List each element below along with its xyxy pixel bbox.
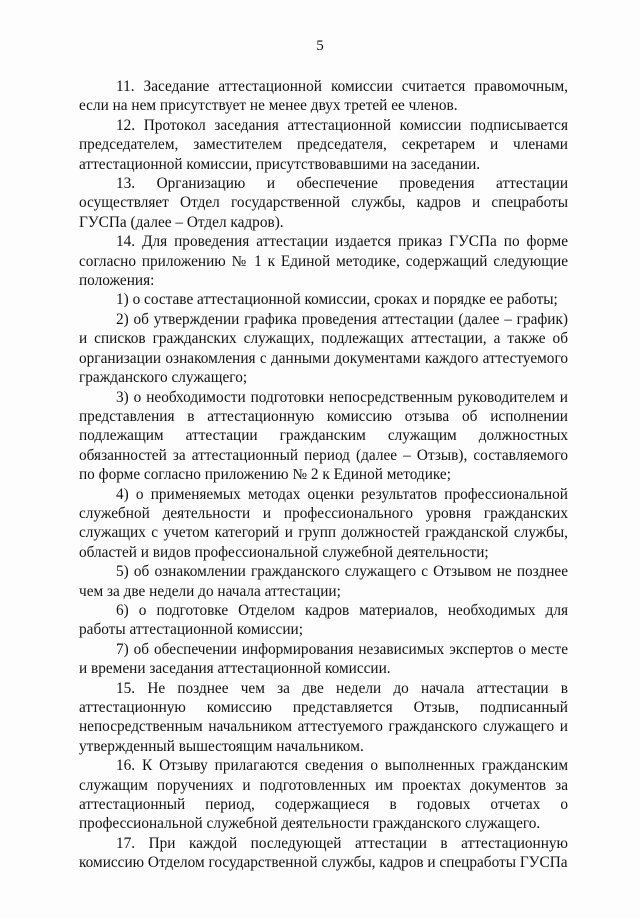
list-item-6: 6) о подготовке Отделом кадров материалов, необходимых для работы аттестационной комиссии;	[79, 601, 568, 639]
paragraph-13: 13. Организацию и обеспечение проведения аттестации осуществляет Отдел государственной службы, кадров и спецработы ГУСПа (далее – Отдел кадров).	[79, 175, 568, 231]
list-item-5: 5) об ознакомлении гражданского служащего с Отзывом не позднее чем за две недели до начала аттестации;	[79, 563, 568, 600]
paragraph-14: 14. Для проведения аттестации издается приказ ГУСПа по форме согласно приложению № 1 к Единой методике, содержащий следующие положения:	[79, 233, 568, 290]
paragraph-11: 11. Заседание аттестационной комиссии считается правомочным, если на нем присутствует не менее двух третей ее членов.	[79, 78, 568, 115]
list-item-3: 3) о необходимости подготовки непосредственным руководителем и представления в аттестационную комиссию отзыва об исполнении подлежащим аттестации гражданским служащим должностных обязанностей за аттестационный период (далее – Отзыв), составляемого по форме согласно приложению № 2 к Единой методике;	[79, 388, 568, 484]
document-body	[79, 77, 568, 873]
list-item-2: 2) об утверждении графика проведения аттестации (далее – график) и списков гражданских служащих, подлежащих аттестации, а также об организации ознакомления с данными документами каждого аттестуемого гражданского служащего;	[79, 310, 568, 387]
list-item-4: 4) о применяемых методах оценки результатов профессиональной служебной деятельности и профессионального уровня гражданских служащих с учетом категорий и групп должностей гражданской службы, областей и видов профессиональной служебной деятельности;	[79, 485, 568, 561]
list-item-7: 7) об обеспечении информирования независимых экспертов о месте и времени заседания аттестационной комиссии.	[79, 640, 568, 678]
list-item-1: 1) о составе аттестационной комиссии, сроках и порядке ее работы;	[116, 291, 558, 309]
paragraph-17: 17. При каждой последующей аттестации в аттестационную комиссию Отделом государственной службы, кадров и спецработы ГУСПа	[79, 834, 568, 872]
paragraph-16: 16. К Отзыву прилагаются сведения о выполненных гражданским служащим поручениях и подготовленных им проектах документов за аттестационный период, содержащиеся в годовых отчетах о профессиональной служебной деятельности гражданского служащего.	[79, 757, 568, 833]
page-number: 5	[316, 38, 324, 54]
paragraph-12: 12. Протокол заседания аттестационной комиссии подписывается председателем, заместителем председателя, секретарем и членами аттестационной комиссии, присутствовавшими на заседании.	[79, 116, 568, 173]
paragraph-15: 15. Не позднее чем за две недели до начала аттестации в аттестационную комиссию представляется Отзыв, подписанный непосредственным начальником аттестуемого гражданского служащего и утвержденный вышестоящим начальником.	[79, 679, 568, 755]
